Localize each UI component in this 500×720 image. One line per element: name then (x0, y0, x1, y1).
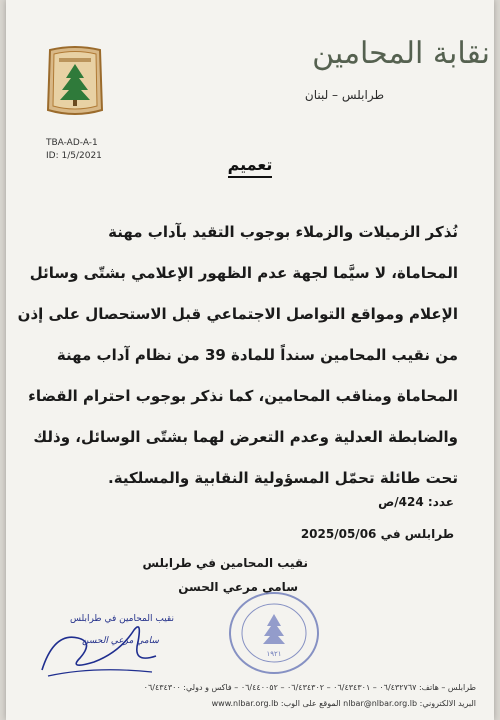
body-line: المحاماة، لا سيَّما لجهة عدم الظهور الإعلامي بشتّى وسائل (29, 264, 458, 282)
letterhead-subtitle: طرابلس – لبنان (304, 88, 384, 102)
handwritten-signature (34, 612, 164, 682)
document-number: عدد: 424/ص (378, 495, 454, 509)
footer-contact-line: طرابلس – هاتف: ٠٦/٤٣٢٧٦٧ – ٠٦/٤٣٤٣٠١ – ٠٦/٤٣٤٣٠٢ – ٠٦/٤٤٠٠٥٢ – فاكس و دولي: ٠٦/٤٣٤٣٠٠ (143, 683, 476, 692)
stamp-title-line: نقيب المحامين في طرابلس (70, 614, 174, 624)
letterhead-title: نقابة المحامين (312, 36, 490, 71)
signer-title: نقيب المحامين في طرابلس (142, 556, 308, 570)
seal-year: ١٩٢١ (266, 650, 282, 658)
body-line: والضابطة العدلية وعدم التعرض لهما بشتّى الوسائل، وذلك (33, 428, 458, 446)
body-line: المحاماة ومناقب المحامين، كما نذكر بوجوب احترام القضاء (28, 387, 458, 405)
body-line: من نقيب المحامين سنداً للمادة 39 من نظام آداب مهنة (56, 346, 458, 364)
document-heading (6, 155, 494, 174)
heading-text: تعميم (228, 155, 273, 178)
document-page (6, 0, 494, 720)
reference-code: TBA-AD-A-1 (46, 138, 98, 148)
document-date: طرابلس في 2025/05/06 (300, 527, 454, 541)
footer-web-line: البريد الالكتروني: nlbar@nlbar.org.lb الموقع على الوب: www.nlbar.org.lb (211, 699, 476, 708)
body-line: الإعلام ومواقع التواصل الاجتماعي قبل الاستحصال على إذن (17, 305, 458, 323)
signer-name: سامي مرعي الحسن (178, 580, 298, 594)
body-text (17, 212, 458, 499)
stamp-name-line: سامي مرعي الحسن (82, 636, 159, 646)
round-seal-stamp (226, 590, 322, 676)
body-line: تحت طائلة تحمّل المسؤولية النقابية والمسلكية. (108, 469, 458, 487)
cedar-scroll-logo (44, 44, 106, 118)
body-line: نُذكر الزميلات والزملاء بوجوب التقيد بآداب مهنة (108, 223, 458, 241)
reference-id: ID: 1/5/2021 (46, 151, 102, 161)
